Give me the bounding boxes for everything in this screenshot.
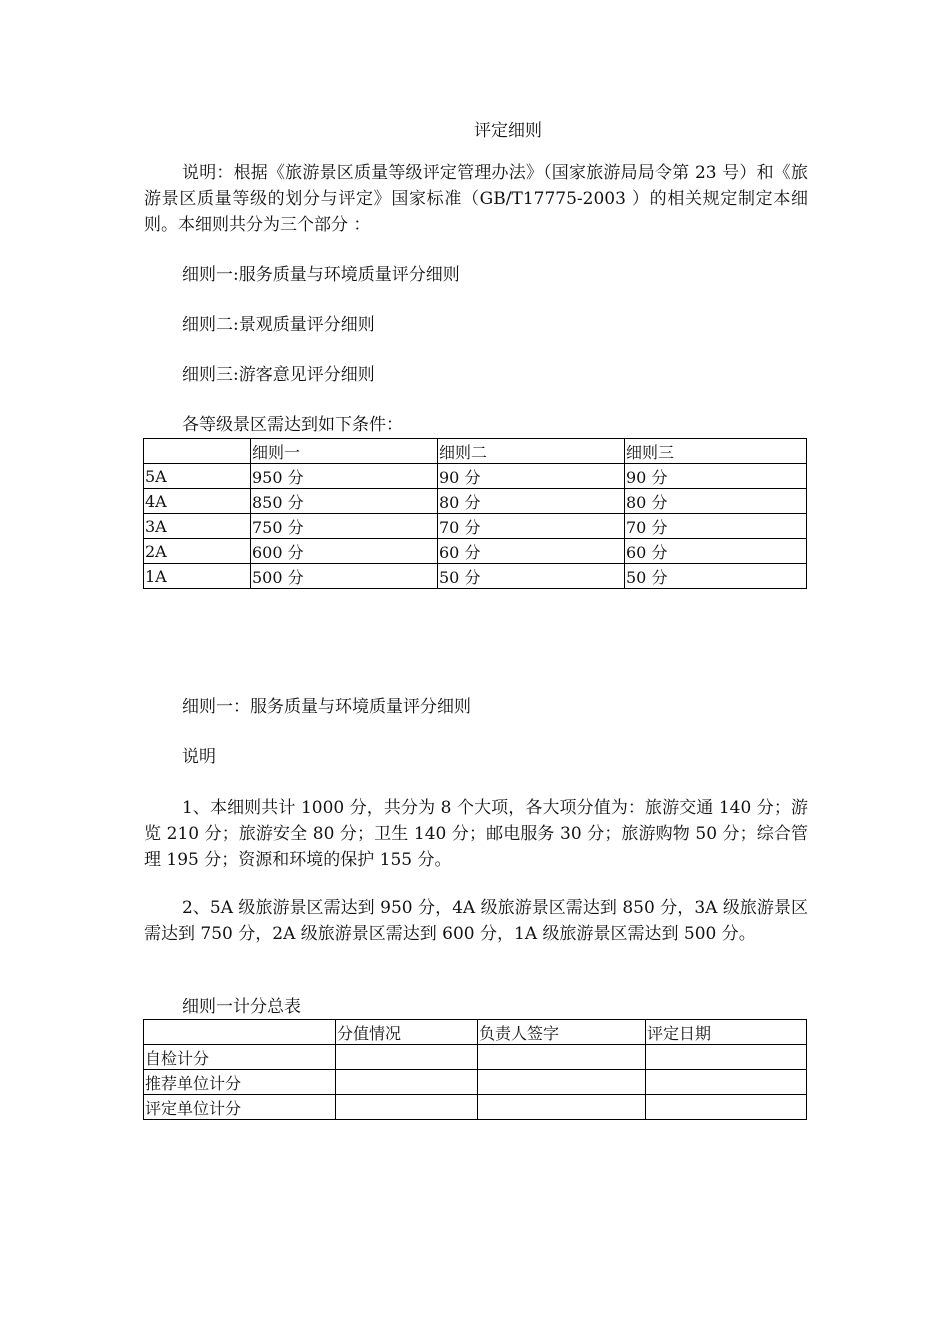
part-1-line: 细则一:服务质量与环境质量评分细则: [182, 265, 460, 285]
table-cell: 70 分: [438, 514, 625, 539]
table-cell: 60 分: [438, 539, 625, 564]
page-title: 评定细则: [474, 121, 542, 141]
table-cell: 自检计分: [144, 1045, 336, 1070]
table-cell: 70 分: [625, 514, 807, 539]
table-cell: 750 分: [251, 514, 438, 539]
table-cell: 90 分: [625, 464, 807, 489]
table-cell: [336, 1045, 478, 1070]
table-row: [144, 464, 807, 489]
part-2-line: 细则二:景观质量评分细则: [182, 315, 375, 335]
table-cell: 90 分: [438, 464, 625, 489]
table-cell: [336, 1070, 478, 1095]
table-header-cell: 分值情况: [336, 1020, 478, 1045]
summary-table-heading: 细则一计分总表: [182, 997, 301, 1017]
table-cell: 500 分: [251, 564, 438, 589]
table-cell: [478, 1070, 646, 1095]
table-header-cell: 细则一: [251, 439, 438, 464]
table-cell: 3A: [144, 514, 251, 539]
table-cell: 评定单位计分: [144, 1095, 336, 1120]
table-header-row: [144, 439, 807, 464]
table-cell: 2A: [144, 539, 251, 564]
section1-item-1: 1、本细则共计 1000 分，共分为 8 个大项，各大项分值为：旅游交通 140 分；游览 210 分；旅游安全 80 分；卫生 140 分；邮电服务 30 分；旅游购物 50 分；综合管理 195 分；资源和环境的保护 155 分。: [144, 798, 808, 870]
table-row: [144, 1095, 807, 1120]
table-cell: 推荐单位计分: [144, 1070, 336, 1095]
part-3-line: 细则三:游客意见评分细则: [182, 365, 375, 385]
table-cell: [478, 1095, 646, 1120]
table-cell: 60 分: [625, 539, 807, 564]
section1-heading: 细则一：服务质量与环境质量评分细则: [182, 697, 471, 717]
table-cell: [336, 1095, 478, 1120]
table-cell: [646, 1045, 807, 1070]
table-header-row: [144, 1020, 807, 1045]
table-header-cell: [144, 1020, 336, 1045]
table-row: [144, 539, 807, 564]
table-cell: 4A: [144, 489, 251, 514]
summary-table: [143, 1019, 807, 1120]
table-row: [144, 514, 807, 539]
table-cell: 5A: [144, 464, 251, 489]
table-cell: 50 分: [625, 564, 807, 589]
table-cell: 80 分: [438, 489, 625, 514]
table-cell: 1A: [144, 564, 251, 589]
table-header-cell: [144, 439, 251, 464]
table-cell: 80 分: [625, 489, 807, 514]
table-cell: 600 分: [251, 539, 438, 564]
conditions-heading: 各等级景区需达到如下条件：: [182, 415, 403, 435]
table-header-cell: 细则二: [438, 439, 625, 464]
section1-note-label: 说明: [182, 747, 216, 767]
table-row: [144, 489, 807, 514]
table-header-cell: 负责人签字: [478, 1020, 646, 1045]
conditions-table: [143, 438, 807, 589]
table-header-cell: 细则三: [625, 439, 807, 464]
table-cell: 850 分: [251, 489, 438, 514]
table-row: [144, 1045, 807, 1070]
table-cell: 950 分: [251, 464, 438, 489]
table-row: [144, 1070, 807, 1095]
section1-item-2: 2、5A 级旅游景区需达到 950 分，4A 级旅游景区需达到 850 分，3A 级旅游景区需达到 750 分，2A 级旅游景区需达到 600 分，1A 级旅游景区需达到 500 分。: [144, 898, 808, 944]
table-cell: 50 分: [438, 564, 625, 589]
table-header-cell: 评定日期: [646, 1020, 807, 1045]
table-cell: [478, 1045, 646, 1070]
table-cell: [646, 1070, 807, 1095]
table-cell: [646, 1095, 807, 1120]
intro-paragraph: 说明：根据《旅游景区质量等级评定管理办法》（国家旅游局局令第 23 号）和《旅游景区质量等级的划分与评定》国家标准（GB/T17775-2003 ）的相关规定制定本细则。本细则共分为三个部分 ：: [144, 163, 808, 235]
table-row: [144, 564, 807, 589]
